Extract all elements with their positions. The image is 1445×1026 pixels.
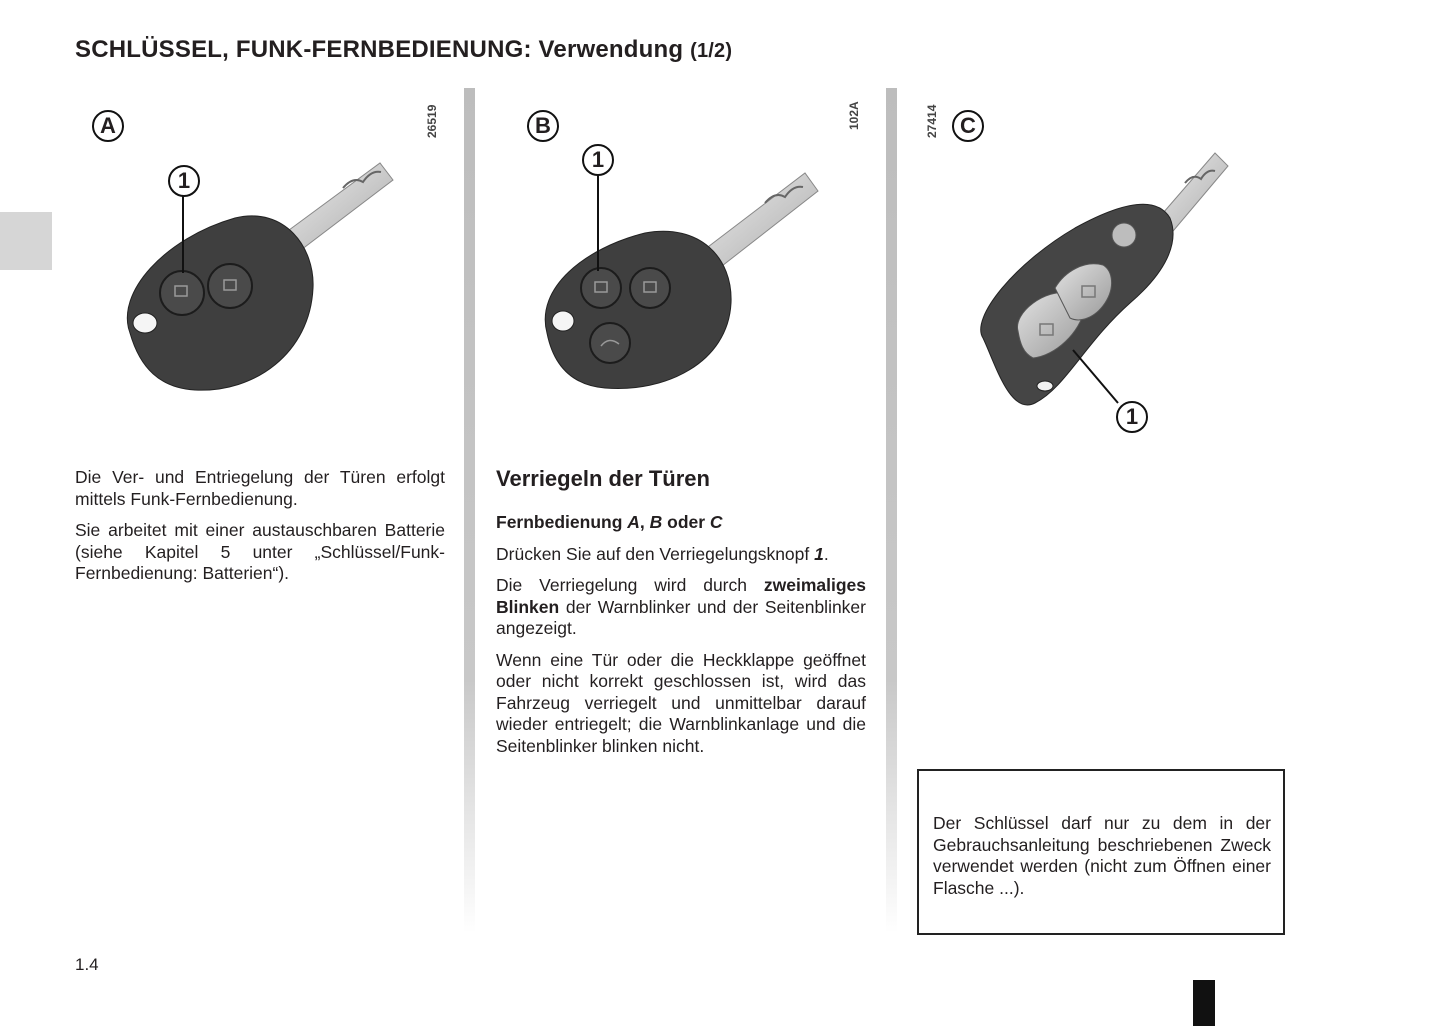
press-end: . — [823, 543, 829, 564]
subheading-a: A — [627, 512, 640, 532]
column-1-text — [75, 467, 445, 595]
blink-after: der Warnblinker und der Seitenblinker angezeigt. — [496, 596, 866, 638]
blink-paragraph — [496, 575, 866, 640]
figure-ref-b: 102A — [847, 101, 861, 130]
column-divider-left — [464, 88, 475, 933]
figure-c — [915, 88, 1295, 448]
warning-note-box — [917, 769, 1285, 935]
warning-note-text: Der Schlüssel darf nur zu dem in der Gebrauchsanleitung beschriebenen Zweck verwendet werden (nicht zum Öffnen einer Flasche ...). — [933, 813, 1271, 898]
press-paragraph — [496, 544, 866, 566]
callout-1-c: 1 — [1116, 401, 1148, 433]
intro-paragraph: Die Ver- und Entriegelung der Türen erfolgt mittels Funk-Fernbedienung. — [75, 467, 445, 509]
thumb-index-mark — [1193, 980, 1215, 1026]
subheading — [496, 512, 866, 534]
column-2-text — [496, 512, 866, 767]
blink-before: Die Verriegelung wird durch — [496, 575, 764, 595]
key-two-button-illustration — [75, 88, 455, 448]
figure-ref-c: 27414 — [925, 104, 939, 138]
column-divider-right — [886, 88, 897, 933]
key-three-button-illustration — [495, 88, 875, 448]
subheading-c: C — [709, 512, 723, 532]
figure-letter-b: B — [527, 110, 559, 142]
subheading-b: B — [649, 512, 663, 532]
figure-letter-a: A — [92, 110, 124, 142]
subheading-prefix: Fernbedienung — [496, 512, 628, 532]
callout-1-a: 1 — [168, 165, 200, 197]
page-title-part: (1/2) — [690, 40, 733, 62]
subheading-comma: , — [639, 512, 650, 532]
figure-letter-c: C — [952, 110, 984, 142]
press-ref: 1 — [814, 543, 824, 564]
blink-bold: zweimaliges Blinken — [496, 575, 866, 617]
figure-b — [495, 88, 875, 448]
callout-1-b: 1 — [582, 144, 614, 176]
page-title — [75, 36, 732, 64]
door-open-paragraph: Wenn eine Tür oder die Heckklappe geöffnet oder nicht korrekt geschlossen ist, wird das Fahrzeug verriegelt und unmittelbar darauf wieder entriegelt; die Warnblinkanlage und die Seitenblinker blinken nicht. — [496, 649, 866, 756]
section-heading: Verriegeln der Türen — [496, 466, 710, 491]
page-title-main: SCHLÜSSEL, FUNK-FERNBEDIENUNG: Verwendung — [75, 36, 684, 63]
battery-paragraph: Sie arbeitet mit einer austauschbaren Batterie (siehe Kapitel 5 unter „Schlüssel/Funk-Fernbedienung: Batterien“). — [75, 520, 445, 583]
chapter-tab — [0, 212, 52, 270]
key-flip-illustration — [915, 88, 1295, 448]
figure-a — [75, 88, 455, 448]
press-text: Drücken Sie auf den Verriegelungsknopf — [496, 543, 815, 564]
subheading-mid: oder — [662, 512, 710, 532]
figure-ref-a: 26519 — [425, 104, 439, 138]
page-number: 1.4 — [75, 955, 99, 974]
